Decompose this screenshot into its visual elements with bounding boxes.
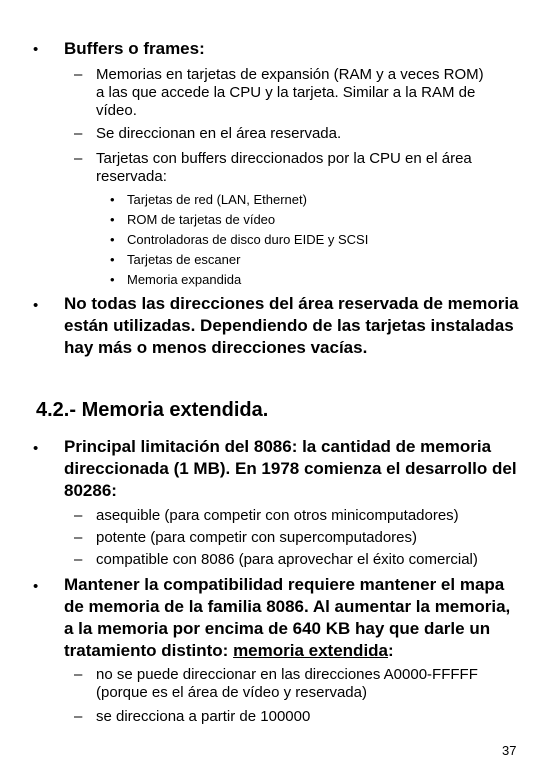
card-list xyxy=(127,190,368,290)
bullet-buffers-frames: Buffers o frames: xyxy=(64,39,205,58)
item-tarjetas-buffers: Tarjetas con buffers direccionados por la CPU en el área reservada: xyxy=(96,150,472,185)
dash-marker: – xyxy=(74,708,83,725)
dash-marker: – xyxy=(74,125,83,142)
bullet-no-todas-direcciones: No todas las direcciones del área reservada de memoria están utilizadas. Dependiendo de las tarjetas instaladas hay más o menos direcciones vacías. xyxy=(64,294,519,357)
item-se-direcciona: se direcciona a partir de 100000 xyxy=(96,708,311,725)
dash-marker: – xyxy=(74,666,83,683)
list-item: Memoria expandida xyxy=(127,272,242,287)
section-heading: 4.2.- Memoria extendida. xyxy=(36,399,269,421)
item-no-se-puede: no se puede direccionar en las direcciones A0000-FFFFF (porque es el área de vídeo y reservada) xyxy=(96,666,478,701)
memoria-extendida-term: memoria extendida xyxy=(233,641,389,660)
dash-marker: – xyxy=(74,150,83,167)
bullet-marker: • xyxy=(33,41,39,58)
small-bullet-markers: • • • • • xyxy=(110,192,115,287)
list-80286-features xyxy=(96,505,478,571)
bullet-marker: • xyxy=(33,297,39,314)
list-item: asequible (para competir con otros minicomputadores) xyxy=(96,507,459,524)
list-item: Controladoras de disco duro EIDE y SCSI xyxy=(127,232,369,247)
list-item: potente (para competir con supercomputadores) xyxy=(96,529,418,546)
list-item: compatible con 8086 (para aprovechar el éxito comercial) xyxy=(96,551,478,568)
bullet-marker: • xyxy=(33,578,39,595)
item-se-direccionan: Se direccionan en el área reservada. xyxy=(96,125,342,142)
list-item: Tarjetas de red (LAN, Ethernet) xyxy=(127,192,307,207)
bullet-marker: • xyxy=(33,440,39,457)
list-item: Tarjetas de escaner xyxy=(127,252,241,267)
list-item: ROM de tarjetas de vídeo xyxy=(127,212,276,227)
page-number: 37 xyxy=(502,743,517,758)
bullet-principal-limitacion: Principal limitación del 8086: la cantidad de memoria direccionada (1 MB). En 1978 comienza el desarrollo del 80286: xyxy=(64,437,517,500)
bullet-mantener-compatibilidad: Mantener la compatibilidad requiere mantener el mapa de memoria de la familia 8086. Al aumentar la memoria, a la memoria por encima de 640 KB hay que darle un tratamiento distinto: memoria extendida: xyxy=(64,575,511,660)
item-memorias-tarjetas: Memorias en tarjetas de expansión (RAM y a veces ROM) a las que accede la CPU y la tarjeta. Similar a la RAM de vídeo. xyxy=(96,66,484,119)
dash-marker: – xyxy=(74,66,83,83)
dash-markers: – – – xyxy=(74,507,83,568)
